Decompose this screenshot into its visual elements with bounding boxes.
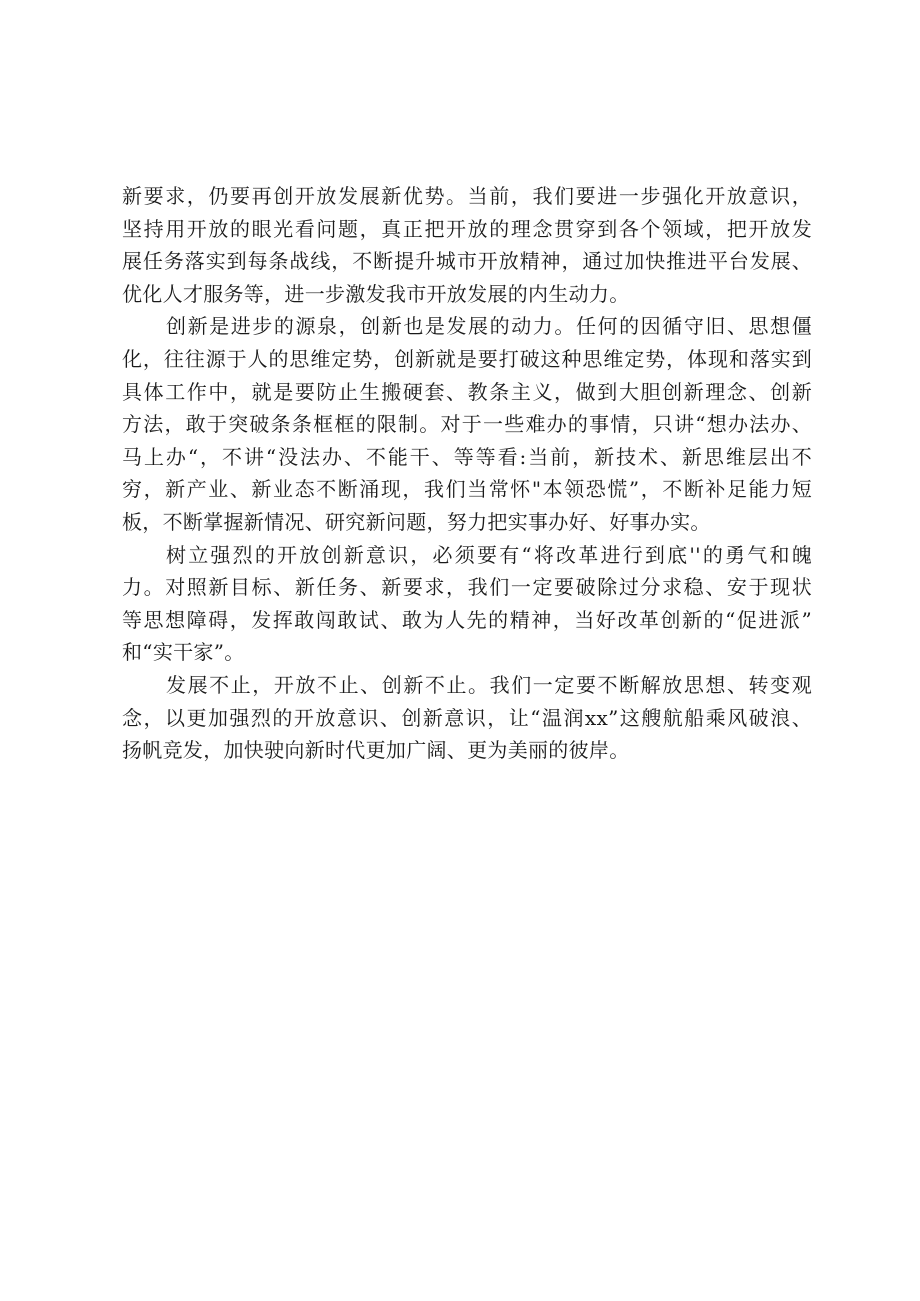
text-line: 马上办“，不讲“没法办、不能干、等等看:当前，新技术、新思维层出不 [122,444,812,469]
text-line: 力。对照新目标、新任务、新要求，我们一定要破除过分求稳、安于现状 [122,575,812,600]
text-line: 树立强烈的开放创新意识，必须要有“将改革进行到底''的勇气和魄 [166,542,812,567]
text-line: 方法，敢于突破条条框框的限制。对于一些难办的事情，只讲“想办法办、 [122,412,812,437]
text-line: 坚持用开放的眼光看问题，真正把开放的理念贯穿到各个领域，把开放发 [122,216,812,241]
text-line: 优化人才服务等，进一步激发我市开放发展的内生动力。 [122,281,630,306]
text-line: 扬帆竞发，加快驶向新时代更加广阔、更为美丽的彼岸。 [122,738,630,763]
text-line: 展任务落实到每条战线，不断提升城市开放精神，通过加快推进平台发展、 [122,249,812,274]
text-line: 具体工作中，就是要防止生搬硬套、教条主义，做到大胆创新理念、创新 [122,379,812,404]
text-line: 穷，新产业、新业态不断涌现，我们当常怀"本领恐慌”，不断补足能力短 [122,477,812,502]
text-line: 新要求，仍要再创开放发展新优势。当前，我们要进一步强化开放意识， [122,184,812,208]
text-line: 化，往往源于人的思维定势，创新就是要打破这种思维定势，体现和落实到 [122,346,812,371]
text-line: 创新是进步的源泉，创新也是发展的动力。任何的因循守旧、思想僵 [166,314,812,339]
paragraph-3 [122,539,812,669]
text-line: 板，不断掌握新情况、研究新问题，努力把实事办好、好事办实。 [122,509,711,534]
text-line: 念，以更加强烈的开放意识、创新意识，让“温润xx”这艘航船乘风破浪、 [122,705,812,730]
text-line: 等思想障碍，发挥敢闯敢试、敢为人先的精神，当好改革创新的“促进派” [122,607,812,632]
paragraph-2 [122,310,812,538]
text-line: 发展不止，开放不止、创新不止。我们一定要不断解放思想、转变观 [166,672,812,697]
document-body [122,180,812,767]
paragraph-1 [122,180,812,310]
text-line: 和“实干家”。 [122,640,245,665]
paragraph-4 [122,669,812,767]
